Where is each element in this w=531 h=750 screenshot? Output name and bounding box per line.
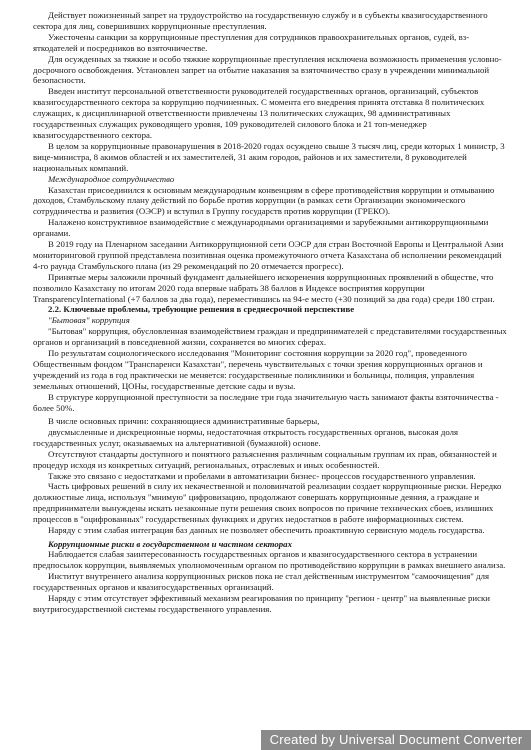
paragraph: В 2019 году на Пленарном заседании Антикоррупционной сети ОЭСР для стран Восточной Европы и Центральной Азии мониторинговой группой представлена позитивная оценка промежуточного отчета Казахстана об исполнении рекомендаций 4-го раунда Стамбульского плана (из 29 рекомендаций по 20 отмечается прогресс). bbox=[33, 239, 504, 271]
document-body bbox=[33, 10, 507, 615]
paragraph: Казахстан присоединился к основным международным конвенциям в сфере противодействия коррупции и отмыванию доходов, Стамбульскому плану действий по борьбе против коррупции (в рамках сети Организации экономического сотрудничества и развития (ОЭСР) и вступил в Группу государств против коррупции (ГРЕКО). bbox=[33, 184, 495, 217]
paragraph: Институт внутреннего анализа коррупционных рисков пока не стал действенным инструментом "самоочищения" для государственных органов и квазигосударственных организаций. bbox=[33, 571, 489, 593]
subheading-household-corruption: "Бытовая" коррупция bbox=[48, 315, 130, 326]
paragraph: двусмысленные и дискреционные нормы, недостаточная открытость государственных органов, высокая доля государственных услуг, оказываемых на альтернативной (бумажной) основе. bbox=[33, 426, 459, 448]
section-heading-key-problems: 2.2. Ключевые проблемы, требующие решения в среднесрочной перспективе bbox=[48, 304, 355, 315]
paragraph: Наряду с этим слабая интеграция баз данных не позволяет обеспечить проактивную сервисную модель государства. bbox=[48, 525, 485, 536]
paragraph: Также это связано с недостатками и пробелами в автоматизации бизнес- процессов государственного управления. bbox=[48, 470, 476, 481]
paragraph: Наряду с этим отсутствует эффективный механизм реагирования по принципу "регион - центр" на выявленные риски внутригосударственной системы государственного управления. bbox=[33, 593, 490, 614]
paragraph: В целом за коррупционные правонарушения в 2018-2020 годах осуждено свыше 3 тысяч лиц, среди которых 1 министр, 3 вице-министра, 8 акимов областей и их заместителей, 31 аким городов, районов и их заместители, 8 руководителей национальных компаний. bbox=[33, 140, 505, 173]
paragraph: В структуре коррупционной преступности за последние три года значительную часть занимают факты взяточничества - более 50%. bbox=[33, 391, 499, 413]
watermark-banner: Created by Universal Document Converter bbox=[261, 730, 531, 750]
paragraph: Налажено конструктивное взаимодействие с международными организациями и зарубежными антикоррупционными органами. bbox=[33, 217, 489, 239]
paragraph: По результатам социологического исследования "Мониторинг состояния коррупции за 2020 год", проведенного Общественным фондом "Транспаренси Казахстан", перечень чувствительных с точки зрения коррупционных органов и учреждений из года в год практически не меняется: государственные поликлиники и больницы, полиция, управления земельных отношений, ЦОНы, государственные детские сады и вузы. bbox=[33, 348, 483, 391]
paragraph: Для осужденных за тяжкие и особо тяжкие коррупционные преступления исключена возможность применения условно-досрочного освобождения. Установлен запрет на отбытие наказания за взяточничество сразу в учреждении минимальной безопасности. bbox=[33, 53, 502, 86]
section-heading-international: Международное сотрудничество bbox=[48, 173, 175, 184]
subheading-public-private-risks: Коррупционные риски в государственном и частном секторах bbox=[48, 538, 292, 549]
paragraph: "Бытовая" коррупция, обусловленная взаимодействием граждан и предпринимателей с представителями государственных органов и организаций в повседневной жизни, сохраняется во многих сферах. bbox=[33, 326, 507, 348]
paragraph: Ужесточены санкции за коррупционные преступления для сотрудников правоохранительных органов, судей, взяткодателей и посредников во взяточничестве. bbox=[33, 31, 470, 53]
paragraph: Принятые меры заложили прочный фундамент дальнейшего искоренения коррупционных проявлений в обществе, что позволило Казахстану по итогам 2020 года впервые набрать 38 баллов в Индексе восприятия коррупции TransparencyInternational (+7 баллов за два года), переместившись на 94-е место (+30 позиций за два года) среди 180 стран. bbox=[33, 271, 495, 304]
paragraph: Действует пожизненный запрет на трудоустройство на государственную службу и в субъекты квазигосударственного сектора для лиц, совершивших коррупционные преступления. bbox=[33, 10, 488, 31]
paragraph: Наблюдается слабая заинтересованность государственных органов и квазигосударственного сектора в устранении предпосылок коррупции, выявляемых уполномоченным органом по противодействию коррупции в рамках внешнего анализа. bbox=[33, 549, 506, 571]
paragraph: Отсутствуют стандарты доступного и понятного разъяснения различным социальным группам их прав, обязанностей и процедур исходя из конкретных ситуаций, региональных, отраслевых и иных особенностей. bbox=[33, 448, 497, 470]
paragraph: Введен институт персональной ответственности руководителей государственных органов, организаций, субъектов квазигосударственного сектора за коррупцию подчиненных. С момента его внедрения принята отставка 8 политических служащих, к дисциплинарной ответственности привлечены 13 политических служащих, 98 административных государственных служащих руководящего уровня, 109 руководителей силового блока и 21 топ-менеджер квазигосударственного сектора. bbox=[33, 86, 485, 140]
paragraph: В числе основных причин: сохраняющиеся административные барьеры, bbox=[48, 416, 320, 427]
paragraph: Часть цифровых решений в силу их некачественной и половинчатой реализации создает коррупционные риски. Нередко должностные лица, используя "мнимую" цифровизацию, продолжают совершать коррупционные деяния, а граждане и предприниматели вынуждены искать незаконные пути решения своих вопросов по причине технических сбоев, излишних процессов в "оцифрованных" государственных функциях и других недостатков в работе информационных систем. bbox=[33, 481, 502, 525]
